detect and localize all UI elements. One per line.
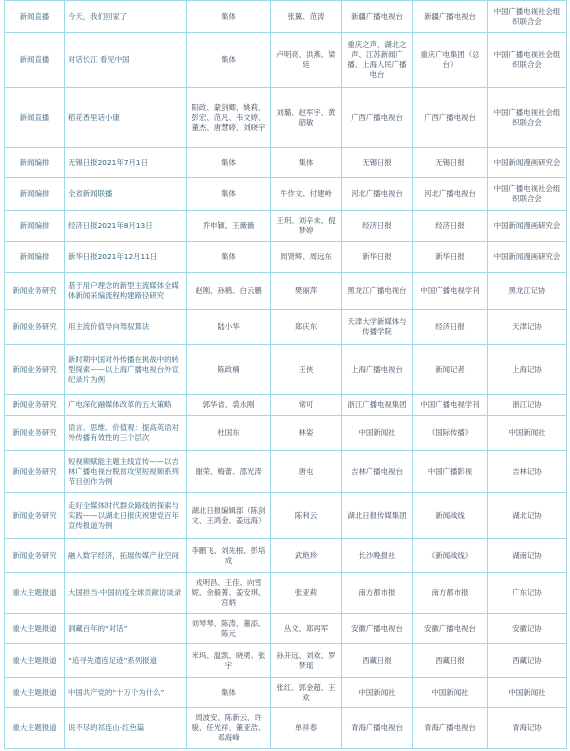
organizing-unit-cell: 黑龙江记协 <box>488 273 567 310</box>
table-row <box>5 493 567 539</box>
entry-title-cell: 走好全媒体时代群众路线的探索与实践——以湖北日报庆祝建党百年宣传报道为例 <box>65 493 187 539</box>
recommending-unit-cell: 重庆广电集团（总台） <box>413 33 488 88</box>
table-row <box>5 211 567 242</box>
entry-editors-cell: 单祥春 <box>271 708 342 749</box>
recommending-unit-cell: 中国广播影视 <box>413 451 488 493</box>
recommending-unit-cell: 经济日报 <box>413 310 488 345</box>
table-row <box>5 178 567 211</box>
organizing-unit-cell: 中国新闻漫画研究会 <box>488 211 567 242</box>
entry-editors-cell: 刘璐、赵军宇、黄韶敏 <box>271 88 342 148</box>
recommending-unit-cell: 青海广播电视台 <box>413 708 488 749</box>
award-category-cell: 新闻编排 <box>5 242 65 273</box>
entry-authors-cell: 集体 <box>187 178 271 211</box>
entry-editors-cell: 常可 <box>271 395 342 416</box>
publishing-unit-cell: 上海广播电视台 <box>342 345 413 395</box>
organizing-unit-cell: 中国广播电视社会组织联合会 <box>488 178 567 211</box>
entry-editors-cell: 武艳珍 <box>271 539 342 573</box>
publishing-unit-cell: 新疆广播电视台 <box>342 1 413 33</box>
entry-authors-cell: 陆小华 <box>187 310 271 345</box>
organizing-unit-cell: 安徽记协 <box>488 614 567 644</box>
table-row <box>5 242 567 273</box>
entry-authors-cell: 米玛、温凯、晓勇、张宇 <box>187 644 271 678</box>
organizing-unit-cell: 中国广播电视社会组织联合会 <box>488 1 567 33</box>
publishing-unit-cell: 河北广播电视台 <box>342 178 413 211</box>
entry-authors-cell: 刘琴琴、陈涛、董添、陈元 <box>187 614 271 644</box>
award-category-cell: 重大主题报道 <box>5 678 65 708</box>
entry-authors-cell: 李鹏飞、刘先根、彭培成 <box>187 539 271 573</box>
award-category-cell: 重大主题报道 <box>5 573 65 614</box>
publishing-unit-cell: 湖北日报传媒集团 <box>342 493 413 539</box>
entry-editors-cell: 王玥、刘辛未、倪梦婷 <box>271 211 342 242</box>
entry-title-cell: 新华日报2021年12月11日 <box>65 242 187 273</box>
recommending-unit-cell: 《国际传播》 <box>413 416 488 451</box>
table-row <box>5 88 567 148</box>
organizing-unit-cell: 吉林记协 <box>488 451 567 493</box>
publishing-unit-cell: 无锡日报 <box>342 148 413 178</box>
table-row <box>5 345 567 395</box>
award-category-cell: 重大主题报道 <box>5 614 65 644</box>
entry-title-cell: 今天，我们回家了 <box>65 1 187 33</box>
entry-editors-cell: 集体 <box>271 148 342 178</box>
entry-title-cell: 中国共产党的“十万个为什么” <box>65 678 187 708</box>
organizing-unit-cell: 西藏记协 <box>488 644 567 678</box>
organizing-unit-cell: 浙江记协 <box>488 395 567 416</box>
publishing-unit-cell: 西藏日报 <box>342 644 413 678</box>
recommending-unit-cell: 安徽广播电视台 <box>413 614 488 644</box>
recommending-unit-cell: 新闻战线 <box>413 493 488 539</box>
entry-title-cell: 新时期中国对外传播在挑战中的转型探索——以上海广播电视台外宣纪录片为例 <box>65 345 187 395</box>
organizing-unit-cell: 中国新闻漫画研究会 <box>488 148 567 178</box>
publishing-unit-cell: 新华日报 <box>342 242 413 273</box>
entry-editors-cell: 陈利云 <box>271 493 342 539</box>
publishing-unit-cell: 吉林广播电视台 <box>342 451 413 493</box>
entry-title-cell: 稻花香里话小康 <box>65 88 187 148</box>
recommending-unit-cell: 河北广播电视台 <box>413 178 488 211</box>
table-row <box>5 573 567 614</box>
awards-table-body <box>5 1 567 749</box>
entry-authors-cell: 赵刚、孙鹤、白云鹏 <box>187 273 271 310</box>
entry-editors-cell: 郑庆东 <box>271 310 342 345</box>
entry-editors-cell: 林姿 <box>271 416 342 451</box>
entry-authors-cell: 谢荣、梅蕾、邵光涛 <box>187 451 271 493</box>
table-row <box>5 148 567 178</box>
publishing-unit-cell: 天津大学新媒体与传播学院 <box>342 310 413 345</box>
award-category-cell: 新闻业务研究 <box>5 310 65 345</box>
table-row <box>5 33 567 88</box>
table-row <box>5 1 567 33</box>
entry-authors-cell: 集体 <box>187 678 271 708</box>
table-row <box>5 310 567 345</box>
organizing-unit-cell: 中国新闻漫画研究会 <box>488 242 567 273</box>
table-row <box>5 708 567 749</box>
entry-editors-cell: 周贤辉、周远东 <box>271 242 342 273</box>
entry-title-cell: 说不尽的祁连山·红色篇 <box>65 708 187 749</box>
recommending-unit-cell: 南方都市报 <box>413 573 488 614</box>
recommending-unit-cell: 广西广播电视台 <box>413 88 488 148</box>
entry-title-cell: 全省新闻联播 <box>65 178 187 211</box>
organizing-unit-cell: 中国新闻社 <box>488 416 567 451</box>
entry-title-cell: 对话长江 看见中国 <box>65 33 187 88</box>
award-category-cell: 重大主题报道 <box>5 708 65 749</box>
entry-editors-cell: 樊丽萍 <box>271 273 342 310</box>
recommending-unit-cell: 中国广播电视学刊 <box>413 273 488 310</box>
recommending-unit-cell: 新华日报 <box>413 242 488 273</box>
entry-title-cell: 经济日报2021年8月13日 <box>65 211 187 242</box>
table-row <box>5 416 567 451</box>
recommending-unit-cell: 《新闻战线》 <box>413 539 488 573</box>
award-category-cell: 新闻直播 <box>5 33 65 88</box>
entry-title-cell: 短视频赋能主题主线宣传——以吉林广播电视台脱贫攻坚短视频系列节目创作为例 <box>65 451 187 493</box>
table-row <box>5 451 567 493</box>
table-row <box>5 614 567 644</box>
table-row <box>5 395 567 416</box>
organizing-unit-cell: 湖北记协 <box>488 493 567 539</box>
entry-authors-cell: 郭华省、裘永刚 <box>187 395 271 416</box>
publishing-unit-cell: 经济日报 <box>342 211 413 242</box>
entry-authors-cell: 湖北日报编辑部（陈剑文、王鸿金、姜远海） <box>187 493 271 539</box>
table-row <box>5 539 567 573</box>
entry-editors-cell: 张亚莉 <box>271 573 342 614</box>
entry-editors-cell: 卢明亮、洪燕、梁廷 <box>271 33 342 88</box>
entry-authors-cell: 集体 <box>187 33 271 88</box>
entry-title-cell: 大国担当·中国抗疫全球贡献访谈录 <box>65 573 187 614</box>
organizing-unit-cell: 广东记协 <box>488 573 567 614</box>
entry-title-cell: 用主流价值导向驾驭算法 <box>65 310 187 345</box>
table-row <box>5 678 567 708</box>
award-category-cell: 新闻编排 <box>5 148 65 178</box>
award-category-cell: 新闻直播 <box>5 88 65 148</box>
publishing-unit-cell: 重庆之声、湖北之声、江苏新闻广播、上海人民广播电台 <box>342 33 413 88</box>
publishing-unit-cell: 广西广播电视台 <box>342 88 413 148</box>
publishing-unit-cell: 黑龙江广播电视台 <box>342 273 413 310</box>
entry-title-cell: 融入数字经济，拓展传媒产业空间 <box>65 539 187 573</box>
entry-editors-cell: 张红、郭金超、王欢 <box>271 678 342 708</box>
organizing-unit-cell: 青海记协 <box>488 708 567 749</box>
recommending-unit-cell: 中国广播电视学刊 <box>413 395 488 416</box>
entry-title-cell: 基于用户理念的新型主流媒体全媒体新闻采编流程构建路径研究 <box>65 273 187 310</box>
entry-authors-cell: 乔申颖、王薇薇 <box>187 211 271 242</box>
awards-table <box>4 0 567 749</box>
award-category-cell: 新闻直播 <box>5 1 65 33</box>
award-category-cell: 新闻业务研究 <box>5 273 65 310</box>
award-category-cell: 新闻业务研究 <box>5 539 65 573</box>
table-row <box>5 644 567 678</box>
recommending-unit-cell: 新闻记者 <box>413 345 488 395</box>
publishing-unit-cell: 安徽广播电视台 <box>342 614 413 644</box>
entry-editors-cell: 孙开远、刘欢、罗梦瑶 <box>271 644 342 678</box>
table-row <box>5 273 567 310</box>
entry-editors-cell: 牛作文、付建岭 <box>271 178 342 211</box>
organizing-unit-cell: 天津记协 <box>488 310 567 345</box>
publishing-unit-cell: 浙江广播电视集团 <box>342 395 413 416</box>
entry-title-cell: 无锡日报2021年7月1日 <box>65 148 187 178</box>
award-category-cell: 重大主题报道 <box>5 644 65 678</box>
award-category-cell: 新闻业务研究 <box>5 451 65 493</box>
award-category-cell: 新闻业务研究 <box>5 395 65 416</box>
entry-title-cell: 广电深化融媒体改革的五大策略 <box>65 395 187 416</box>
entry-title-cell: “追寻先遣连足迹”系列报道 <box>65 644 187 678</box>
entry-editors-cell: 张翼、范涛 <box>271 1 342 33</box>
entry-editors-cell: 丛文、郑再军 <box>271 614 342 644</box>
entry-authors-cell: 集体 <box>187 1 271 33</box>
publishing-unit-cell: 南方都市报 <box>342 573 413 614</box>
publishing-unit-cell: 青海广播电视台 <box>342 708 413 749</box>
entry-authors-cell: 戎明昌、王佳、向雪妮、余毅菁、姜安琪、宫炳 <box>187 573 271 614</box>
entry-title-cell: 语言、思维、价值观：提高英语对外传播有效性的三个层次 <box>65 416 187 451</box>
entry-authors-cell: 陈政楠 <box>187 345 271 395</box>
entry-authors-cell: 周波安、陈新云、许骏、任光祥、董亚浩、邓海峰 <box>187 708 271 749</box>
publishing-unit-cell: 中国新闻社 <box>342 416 413 451</box>
entry-authors-cell: 集体 <box>187 242 271 273</box>
entry-authors-cell: 阳政、蒙剑卿、姚莉、彭宏、范凡、韦文婷、董杰、唐慧婷、刘晓宇 <box>187 88 271 148</box>
recommending-unit-cell: 西藏日报 <box>413 644 488 678</box>
organizing-unit-cell: 中国广播电视社会组织联合会 <box>488 33 567 88</box>
recommending-unit-cell: 新疆广播电视台 <box>413 1 488 33</box>
entry-title-cell: 洞藏百年的“对话” <box>65 614 187 644</box>
organizing-unit-cell: 湖南记协 <box>488 539 567 573</box>
publishing-unit-cell: 中国新闻社 <box>342 678 413 708</box>
award-category-cell: 新闻业务研究 <box>5 416 65 451</box>
publishing-unit-cell: 长沙晚报社 <box>342 539 413 573</box>
recommending-unit-cell: 中国新闻社 <box>413 678 488 708</box>
entry-authors-cell: 集体 <box>187 148 271 178</box>
organizing-unit-cell: 中国广播电视社会组织联合会 <box>488 88 567 148</box>
award-category-cell: 新闻业务研究 <box>5 345 65 395</box>
organizing-unit-cell: 中国新闻社 <box>488 678 567 708</box>
award-category-cell: 新闻业务研究 <box>5 493 65 539</box>
award-category-cell: 新闻编排 <box>5 211 65 242</box>
entry-authors-cell: 杜国东 <box>187 416 271 451</box>
award-category-cell: 新闻编排 <box>5 178 65 211</box>
recommending-unit-cell: 无锡日报 <box>413 148 488 178</box>
recommending-unit-cell: 经济日报 <box>413 211 488 242</box>
organizing-unit-cell: 上海记协 <box>488 345 567 395</box>
entry-editors-cell: 唐屯 <box>271 451 342 493</box>
entry-editors-cell: 王侠 <box>271 345 342 395</box>
